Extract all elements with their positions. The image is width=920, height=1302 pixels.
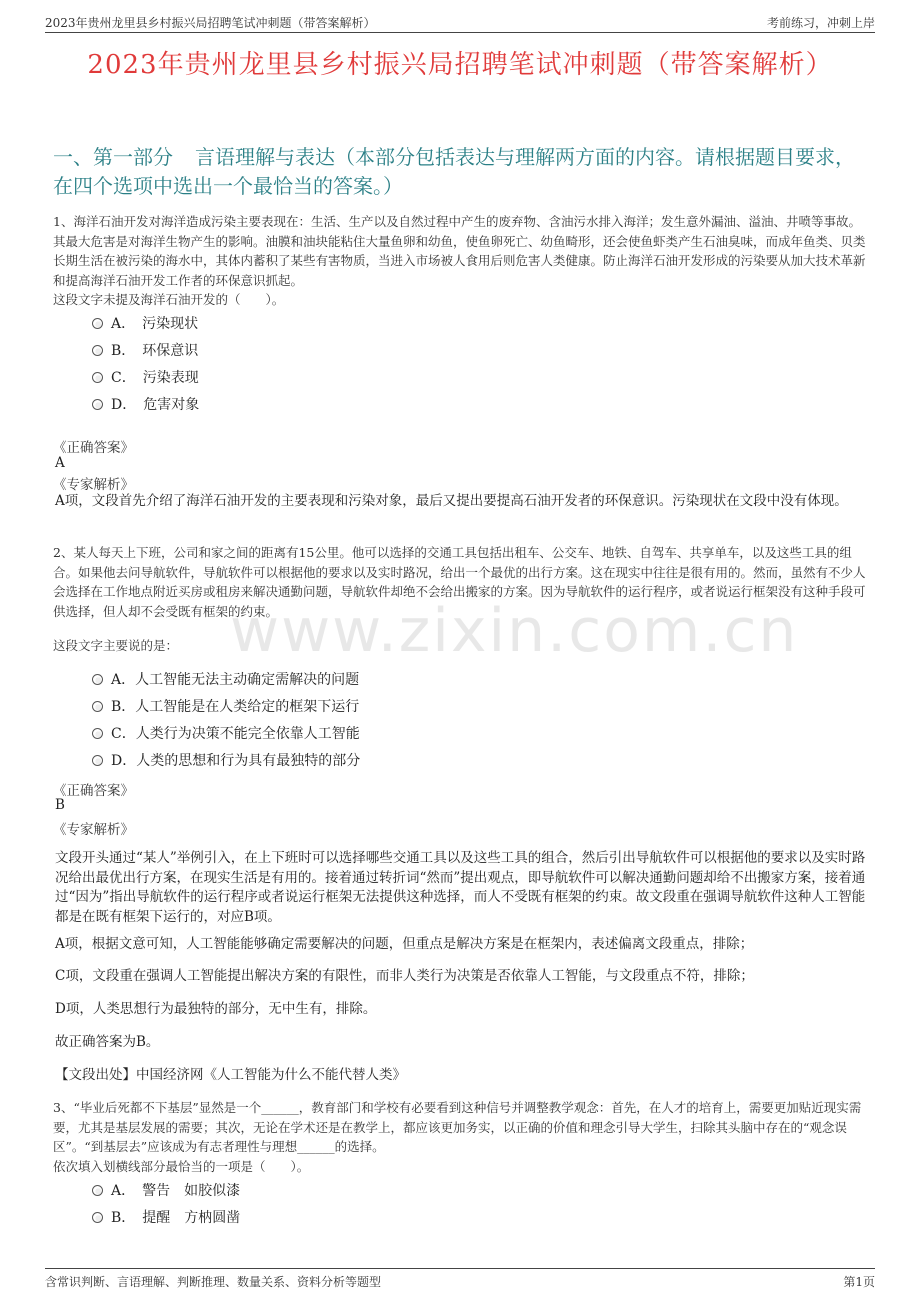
- q2-analysis-p4: D项，人类思想行为最独特的部分，无中生有，排除。: [55, 1001, 377, 1017]
- radio-icon[interactable]: [92, 755, 103, 766]
- radio-icon[interactable]: [92, 399, 103, 410]
- page-footer: [45, 1268, 875, 1291]
- q2-analysis-p2: A项，根据文意可知，人工智能能够确定需要解决的问题，但重点是解决方案是在框架内，表述偏离文段重点，排除；: [55, 936, 754, 952]
- page-number: 第1页: [843, 1275, 875, 1289]
- option-label: B． 环保意识: [111, 343, 199, 359]
- option-label: C． 污染表现: [111, 370, 199, 386]
- q1-option-a[interactable]: [92, 313, 198, 333]
- q1-passage: 1、海洋石油开发对海洋造成污染主要表现在：生活、生产以及自然过程中产生的废弃物、含油污水排入海洋；发生意外漏油、溢油、井喷等事故。其最大危害是对海洋生物产生的影响。油膜和油块能粘住大量鱼卵和幼鱼，使鱼卵死亡、幼鱼畸形，还会使鱼虾类产生石油臭味，而成年鱼类、贝类长期生活在被污染的海水中，其体内蓄积了某些有害物质，当进入市场被人食用后则危害人类健康。防止海洋石油开发形成的污染要从加大技术革新和提高海洋石油开发工作者的环保意识抓起。: [53, 214, 866, 288]
- document-title: 2023年贵州龙里县乡村振兴局招聘笔试冲刺题（带答案解析）: [87, 50, 833, 80]
- header-right: 考前练习，冲刺上岸: [766, 16, 875, 30]
- q1-analysis: A项，文段首先介绍了海洋石油开发的主要表现和污染对象，最后又提出要提高石油开发者的环保意识。污染现状在文段中没有体现。: [55, 493, 848, 509]
- section-heading: [53, 143, 868, 201]
- q2-passage: 2、某人每天上下班，公司和家之间的距离有15公里。他可以选择的交通工具包括出租车、公交车、地铁、自驾车、共享单车，以及这些工具的组合。如果他去问导航软件，导航软件可以根据他的要求以及实时路况，给出一个最优的出行方案。这在现实中往往是很有用的。然而，虽然有不少人会选择在工作地点附近买房或租房来解决通勤问题，导航软件却绝不会给出搬家的方案。因为导航软件的运行程序，或者说运行框架没有这种手段可供选择，但人却不会受既有框架的约束。: [53, 545, 866, 619]
- header-left: 2023年贵州龙里县乡村振兴局招聘笔试冲刺题（带答案解析）: [45, 16, 376, 30]
- watermark: www.zixin.com.cn: [230, 596, 799, 666]
- q1-answer-label: 《正确答案》: [53, 440, 134, 456]
- option-label: C．人类行为决策不能完全依靠人工智能: [111, 726, 360, 742]
- q1-option-b[interactable]: [92, 340, 198, 360]
- radio-icon[interactable]: [92, 372, 103, 383]
- q2-analysis-label: 《专家解析》: [53, 822, 134, 838]
- option-label: D． 危害对象: [111, 397, 200, 413]
- radio-icon[interactable]: [92, 1185, 103, 1196]
- footer-left: 含常识判断、言语理解、判断推理、数量关系、资料分析等题型: [45, 1275, 382, 1289]
- radio-icon[interactable]: [92, 318, 103, 329]
- radio-icon[interactable]: [92, 701, 103, 712]
- q3-passage: 3、“毕业后死都不下基层”显然是一个______，教育部门和学校有必要看到这种信号并调整教学观念：首先，在人才的培育上，需要更加贴近现实需要，尤其是基层发展的需要；其次，无论在学术还是在教学上，都应该更加务实，以正确的价值和理念引导大学生，扫除其头脑中存在的“观念误区”。“到基层去”应该成为有志者理性与理想______的选择。: [53, 1100, 862, 1154]
- radio-icon[interactable]: [92, 728, 103, 739]
- section-part: 一、第一部分: [53, 145, 173, 169]
- option-label: B．人工智能是在人类给定的框架下运行: [111, 699, 360, 715]
- option-label: B． 提醒 方枘圆凿: [111, 1210, 241, 1226]
- q2-analysis-p5: 故正确答案为B。: [55, 1034, 160, 1050]
- q2-answer-label: 《正确答案》: [53, 783, 134, 799]
- q1-option-d[interactable]: [92, 394, 199, 414]
- option-label: A． 警告 如胶似漆: [111, 1183, 241, 1199]
- option-label: D．人类的思想和行为具有最独特的部分: [111, 753, 361, 769]
- q2-option-b[interactable]: [92, 696, 359, 716]
- q2-option-a[interactable]: [92, 669, 359, 689]
- q2-option-d[interactable]: [92, 750, 360, 770]
- q2-answer: B: [55, 797, 65, 813]
- q2-option-c[interactable]: [92, 723, 360, 743]
- q2-analysis-p1: 文段开头通过“某人”举例引入，在上下班时可以选择哪些交通工具以及这些工具的组合，然后引出导航软件可以根据他的要求以及实时路况给出最优出行方案，在现实生活是有用的。接着通过转折词“然而”提出观点，即导航软件可以解决通勤问题却给不出搬家方案，接着通过“因为”指出导航软件的运行程序或者说运行框架无法提供这种选择，而人不受既有框架的约束。故文段重在强调导航软件这种人工智能都是在既有框架下运行的，对应B项。: [55, 850, 866, 925]
- q1-stem: 这段文字未提及海洋石油开发的（ ）。: [53, 292, 285, 307]
- q3-option-b[interactable]: [92, 1207, 240, 1227]
- q1-analysis-label: 《专家解析》: [53, 477, 134, 493]
- q3-option-a[interactable]: [92, 1180, 240, 1200]
- radio-icon[interactable]: [92, 345, 103, 356]
- q2-stem: 这段文字主要说的是：: [53, 638, 179, 653]
- option-label: A．人工智能无法主动确定需解决的问题: [111, 672, 360, 688]
- radio-icon[interactable]: [92, 1212, 103, 1223]
- option-label: A． 污染现状: [111, 316, 199, 332]
- radio-icon[interactable]: [92, 674, 103, 685]
- q1-option-c[interactable]: [92, 367, 199, 387]
- section-heading-text: 言语理解与表达（本部分包括表达与理解两方面的内容。请根据题目要求，在四个选项中选出一个最恰当的答案。）: [53, 145, 855, 198]
- page-header: [45, 12, 875, 33]
- q3-stem: 依次填入划横线部分最恰当的一项是（ ）。: [53, 1159, 310, 1174]
- q1-answer: A: [55, 455, 65, 471]
- q2-source: 【文段出处】中国经济网《人工智能为什么不能代替人类》: [55, 1067, 406, 1083]
- q2-analysis-p3: C项，文段重在强调人工智能提出解决方案的有限性，而非人类行为决策是否依靠人工智能，与文段重点不符，排除；: [55, 968, 754, 984]
